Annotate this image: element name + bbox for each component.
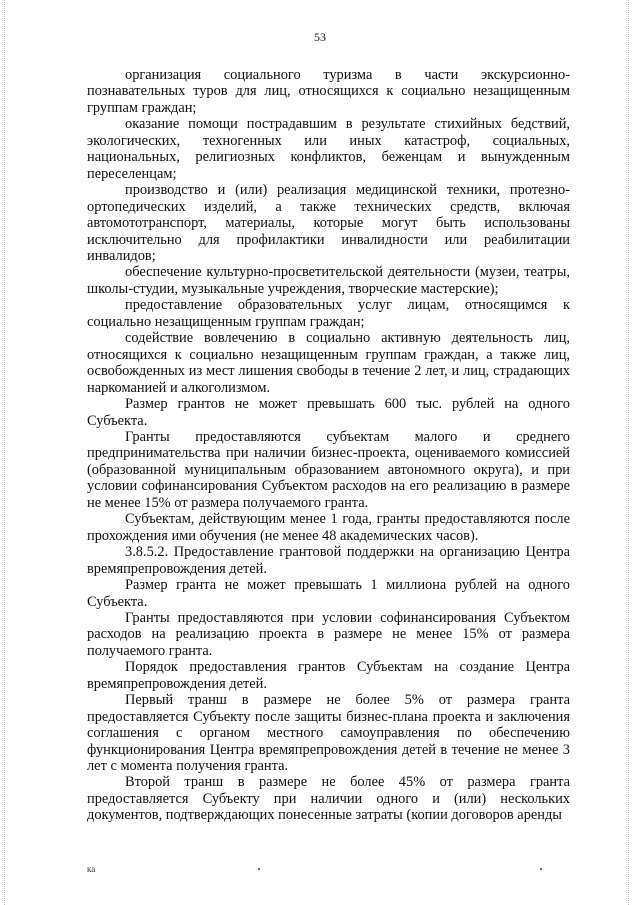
scan-edge-right xyxy=(628,0,629,905)
paragraph: Размер грантов не может превышать 600 тыс. рублей на одного Субъекта. xyxy=(87,396,570,429)
page-number: 53 xyxy=(314,30,326,44)
paragraph: Гранты предоставляются при условии софинансирования Субъектом расходов на реализацию проекта в размере не менее 15% от размера получаемого гранта. xyxy=(87,609,570,659)
body-text xyxy=(87,67,570,824)
paragraph: обеспечение культурно-просветительской деятельности (музеи, театры, школы-студии, музыкальные учреждения, творческие мастерские); xyxy=(87,264,570,297)
paragraph: оказание помощи пострадавшим в результате стихийных бедствий, экологических, техногенных или иных катастроф, социальных, национальных, религиозных конфликтов, беженцам и вынужденным переселенцам; xyxy=(87,116,570,182)
scan-speck xyxy=(540,868,542,870)
paragraph: производство и (или) реализация медицинской техники, протезно-ортопедических изделий, а также технических средств, включая автомототранспорт, материалы, которые могут быть использованы исключительно для профилактики инвалидности или реабилитации инвалидов; xyxy=(87,182,570,264)
paragraph: Гранты предоставляются субъектам малого и среднего предпринимательства при наличии бизнес-проекта, оцениваемого комиссией (образованной муниципальным образованием автономного округа), и при условии софинансирования Субъектом расходов на его реализацию в размере не менее 15% от размера получаемого гранта. xyxy=(87,428,570,511)
paragraph: Субъектам, действующим менее 1 года, гранты предоставляются после прохождения ими обучения (не менее 48 академических часов). xyxy=(87,511,570,544)
paragraph: Размер гранта не может превышать 1 миллиона рублей на одного Субъекта. xyxy=(87,577,570,610)
scan-speck xyxy=(258,868,260,870)
scan-edge-left xyxy=(4,0,5,905)
paragraph: предоставление образовательных услуг лицам, относящимся к социально незащищенным группам граждан; xyxy=(87,297,570,330)
paragraph: организация социального туризма в части экскурсионно-познавательных туров для лиц, относящихся к социально незащищенным группам граждан; xyxy=(87,67,570,116)
paragraph: Второй транш в размере не более 45% от размера гранта предоставляется Субъекту при наличии одного и (или) нескольких документов, подтверждающих понесенные затраты (копии договоров аренды xyxy=(87,774,570,824)
paragraph: Первый транш в размере не более 5% от размера гранта предоставляется Субъекту после защиты бизнес-плана проекта и заключения соглашения с органом местного самоуправления по обеспечению функционирования Центра времяпрепровождения детей в течение не менее 3 лет с момента получения гранта. xyxy=(87,692,570,775)
paragraph: содействие вовлечению в социально активную деятельность лиц, относящихся к социально незащищенным группам граждан, а также лиц, освобожденных из мест лишения свободы в течение 2 лет, и лиц, страдающих наркоманией и алкоголизмом. xyxy=(87,330,570,396)
paragraph: Порядок предоставления грантов Субъектам на создание Центра времяпрепровождения детей. xyxy=(87,659,570,692)
footer-mark: ка xyxy=(87,864,96,874)
paragraph: 3.8.5.2. Предоставление грантовой поддержки на организацию Центра времяпрепровождения детей. xyxy=(87,544,570,577)
